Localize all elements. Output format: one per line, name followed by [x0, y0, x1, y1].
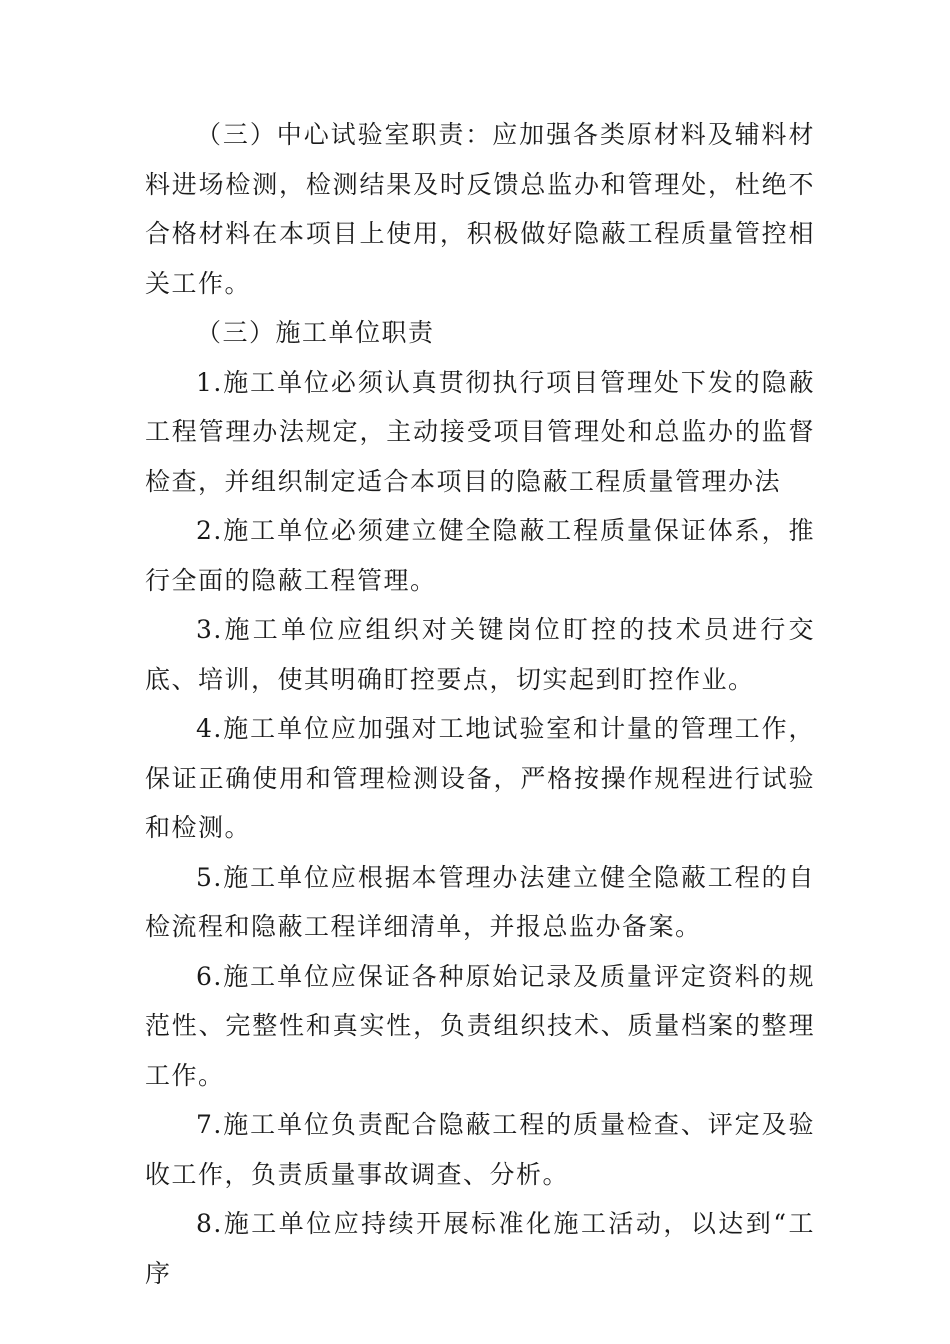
- paragraph-center-lab-duties: （三）中心试验室职责：应加强各类原材料及辅料材料进场检测，检测结果及时反馈总监办和管理处，杜绝不合格材料在本项目上使用，积极做好隐蔽工程质量管控相关工作。: [145, 120, 815, 298]
- list-item-5: 5.施工单位应根据本管理办法建立健全隐蔽工程的自检流程和隐蔽工程详细清单，并报总监办备案。: [145, 862, 815, 941]
- section-heading-contractor-duties: （三）施工单位职责: [196, 318, 435, 347]
- list-item-6: 6.施工单位应保证各种原始记录及质量评定资料的规范性、完整性和真实性，负责组织技术、质量档案的整理工作。: [145, 961, 815, 1090]
- list-item-8: 8.施工单位应持续开展标准化施工活动，以达到“工序: [145, 1209, 815, 1288]
- document-body: [145, 110, 815, 1298]
- list-item-2: 2.施工单位必须建立健全隐蔽工程质量保证体系，推行全面的隐蔽工程管理。: [145, 516, 815, 595]
- list-item-1: 1.施工单位必须认真贯彻执行项目管理处下发的隐蔽工程管理办法规定，主动接受项目管理处和总监办的监督检查，并组织制定适合本项目的隐蔽工程质量管理办法: [145, 367, 815, 496]
- list-item-3: 3.施工单位应组织对关键岗位盯控的技术员进行交底、培训，使其明确盯控要点，切实起到盯控作业。: [145, 615, 815, 694]
- list-item-7: 7.施工单位负责配合隐蔽工程的质量检查、评定及验收工作，负责质量事故调查、分析。: [145, 1110, 815, 1189]
- list-item-4: 4.施工单位应加强对工地试验室和计量的管理工作，保证正确使用和管理检测设备，严格按操作规程进行试验和检测。: [145, 714, 815, 842]
